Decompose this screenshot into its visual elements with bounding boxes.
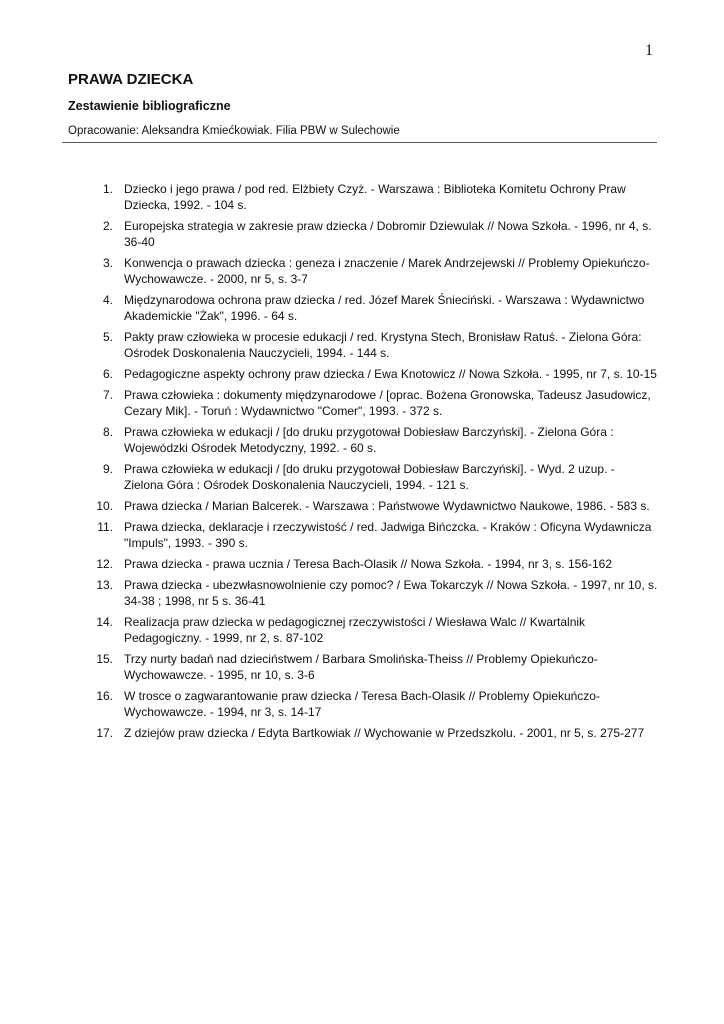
page-number: 1 xyxy=(645,42,653,59)
item-text xyxy=(113,387,658,419)
item-text xyxy=(113,498,658,514)
item-text-line-2: Wychowawcze. - 1994, nr 3, s. 14-17 xyxy=(124,705,322,719)
item-text xyxy=(113,651,658,683)
item-number: 10. xyxy=(96,499,113,513)
item-text xyxy=(113,292,658,324)
bibliography-item xyxy=(86,651,658,683)
item-number: 1. xyxy=(102,182,113,196)
item-text xyxy=(113,577,658,609)
bibliography-item xyxy=(86,556,658,572)
item-text-line-2: "Impuls", 1993. - 390 s. xyxy=(124,536,248,550)
bibliography-item xyxy=(86,366,658,382)
item-number: 6. xyxy=(102,367,113,381)
item-text-line-1: Prawa dziecka, deklaracje i rzeczywistość / red. Jadwiga Bińczcka. - Kraków : Oficyna Wydawnicza xyxy=(124,520,652,534)
item-text-line-1: Prawa człowieka : dokumenty międzynarodowe / [oprac. Bożena Gronowska, Tadeusz Jasudowicz, xyxy=(124,388,651,402)
item-text-line-1: Europejska strategia w zakresie praw dziecka / Dobromir Dziewulak // Nowa Szkoła. - 1996, nr 4, s. xyxy=(124,219,652,233)
item-number: 15. xyxy=(96,652,113,666)
bibliography-item xyxy=(86,577,658,609)
bibliography-item xyxy=(86,181,658,213)
bibliography-item xyxy=(86,519,658,551)
header-divider xyxy=(62,142,657,143)
bibliography-item xyxy=(86,218,658,250)
bibliography-item xyxy=(86,387,658,419)
item-text xyxy=(113,461,658,493)
item-number: 4. xyxy=(102,293,113,307)
bibliography-item xyxy=(86,424,658,456)
item-text-line-1: Prawa człowieka w edukacji / [do druku przygotował Dobiesław Barczyński]. - Zielona Góra : xyxy=(124,425,614,439)
item-number: 16. xyxy=(96,689,113,703)
document-author: Opracowanie: Aleksandra Kmiećkowiak. Filia PBW w Sulechowie xyxy=(68,125,400,137)
item-text xyxy=(113,366,658,382)
item-text xyxy=(113,255,658,287)
item-text xyxy=(113,614,658,646)
item-text-line-1: Prawa dziecka / Marian Balcerek. - Warszawa : Państwowe Wydawnictwo Naukowe, 1986. - 583 s. xyxy=(124,499,650,513)
item-text-line-2: Pedagogiczny. - 1999, nr 2, s. 87-102 xyxy=(124,631,324,645)
item-text xyxy=(113,329,658,361)
item-text xyxy=(113,725,658,741)
item-text xyxy=(113,181,658,213)
item-number: 12. xyxy=(96,557,113,571)
item-number: 3. xyxy=(102,256,113,270)
item-text-line-2: Akademickie "Żak", 1996. - 64 s. xyxy=(124,309,298,323)
item-text-line-1: Trzy nurty badań nad dzieciństwem / Barbara Smolińska-Theiss // Problemy Opiekuńczo- xyxy=(124,652,598,666)
bibliography-item xyxy=(86,498,658,514)
item-number: 17. xyxy=(96,726,113,740)
item-text-line-2: Ośrodek Doskonalenia Nauczycieli, 1994. - 144 s. xyxy=(124,346,390,360)
bibliography-item xyxy=(86,725,658,741)
item-text-line-1: Z dziejów praw dziecka / Edyta Bartkowiak // Wychowanie w Przedszkolu. - 2001, nr 5, s. 275-277 xyxy=(124,726,645,740)
item-number: 2. xyxy=(102,219,113,233)
item-number: 7. xyxy=(102,388,113,402)
item-number: 13. xyxy=(96,578,113,592)
item-text xyxy=(113,424,658,456)
item-number: 9. xyxy=(102,462,113,476)
item-text-line-1: W trosce o zagwarantowanie praw dziecka / Teresa Bach-Olasik // Problemy Opiekuńczo- xyxy=(124,689,600,703)
item-text-line-2: Zielona Góra : Ośrodek Doskonalenia Nauczycieli, 1994. - 121 s. xyxy=(124,478,469,492)
item-text-line-1: Pedagogiczne aspekty ochrony praw dziecka / Ewa Knotowicz // Nowa Szkoła. - 1995, nr 7, s. 10-15 xyxy=(124,367,657,381)
bibliography-item xyxy=(86,292,658,324)
bibliography-item xyxy=(86,688,658,720)
item-text xyxy=(113,519,658,551)
document-header xyxy=(68,70,658,139)
item-text-line-2: Cezary Mik]. - Toruń : Wydawnictwo "Comer", 1993. - 372 s. xyxy=(124,404,443,418)
bibliography-item xyxy=(86,329,658,361)
item-text-line-2: Wychowawcze. - 1995, nr 10, s. 3-6 xyxy=(124,668,315,682)
item-text xyxy=(113,556,658,572)
item-text-line-2: Wychowawcze. - 2000, nr 5, s. 3-7 xyxy=(124,272,308,286)
item-text-line-1: Konwencja o prawach dziecka : geneza i znaczenie / Marek Andrzejewski // Problemy Opiekuńczo- xyxy=(124,256,650,270)
item-number: 5. xyxy=(102,330,113,344)
item-text-line-1: Pakty praw człowieka w procesie edukacji / red. Krystyna Stech, Bronisław Ratuś. - Zielona Góra: xyxy=(124,330,642,344)
item-text xyxy=(113,218,658,250)
item-text xyxy=(113,688,658,720)
bibliography-item xyxy=(86,255,658,287)
item-text-line-1: Prawa dziecka - ubezwłasnowolnienie czy pomoc? / Ewa Tokarczyk // Nowa Szkoła. - 1997, nr 10, s. xyxy=(124,578,658,592)
item-number: 8. xyxy=(102,425,113,439)
item-text-line-1: Prawa dziecka - prawa ucznia / Teresa Bach-Olasik // Nowa Szkoła. - 1994, nr 3, s. 156-162 xyxy=(124,557,613,571)
bibliography-item xyxy=(86,614,658,646)
bibliography-list xyxy=(86,181,658,746)
document-title: PRAWA DZIECKA xyxy=(68,71,194,88)
bibliography-item xyxy=(86,461,658,493)
item-text-line-2: 36-40 xyxy=(124,235,155,249)
item-text-line-2: Dziecka, 1992. - 104 s. xyxy=(124,198,247,212)
item-number: 14. xyxy=(96,615,113,629)
item-text-line-1: Dziecko i jego prawa / pod red. Elżbiety Czyż. - Warszawa : Biblioteka Komitetu Ochrony Praw xyxy=(124,182,626,196)
item-text-line-2: 34-38 ; 1998, nr 5 s. 36-41 xyxy=(124,594,266,608)
document-subtitle: Zestawienie bibliograficzne xyxy=(68,99,231,113)
item-text-line-1: Prawa człowieka w edukacji / [do druku przygotował Dobiesław Barczyński]. - Wyd. 2 uzup. - xyxy=(124,462,615,476)
item-text-line-2: Wojewódzki Ośrodek Metodyczny, 1992. - 60 s. xyxy=(124,441,377,455)
item-number: 11. xyxy=(97,520,113,534)
item-text-line-1: Międzynarodowa ochrona praw dziecka / red. Józef Marek Śnieciński. - Warszawa : Wydawnictwo xyxy=(124,293,645,307)
item-text-line-1: Realizacja praw dziecka w pedagogicznej rzeczywistości / Wiesława Walc // Kwartalnik xyxy=(124,615,586,629)
